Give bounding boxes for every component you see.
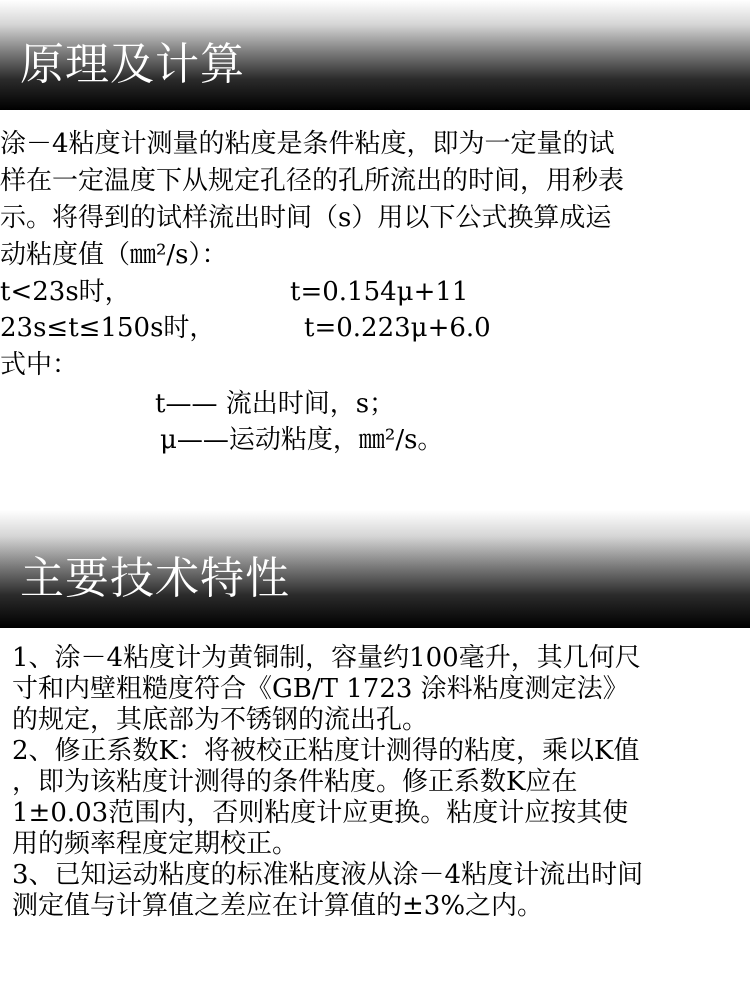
principle-line: 动粘度值（㎜²/s）： [0,240,228,270]
formula-condition-2: 23s≤t≤150s时， [0,313,216,343]
spec-line: ，即为该粘度计测得的条件粘度。修正系数K应在 [12,767,578,797]
section-title-specs: 主要技术特性 [20,553,290,604]
section-header-specs [0,510,750,628]
section-header-principle [0,0,750,110]
principle-line: 示。将得到的试样流出时间（s）用以下公式换算成运 [0,203,612,233]
spec-line: 2、修正系数K：将被校正粘度计测得的粘度，乘以K值 [12,736,640,766]
spec-line: 1、涂－4粘度计为黄铜制，容量约100毫升，其几何尺 [12,643,641,673]
section-title-principle: 原理及计算 [20,39,245,90]
definition-t: t—— 流出时间，s； [155,389,396,419]
principle-line: 涂－4粘度计测量的粘度是条件粘度，即为一定量的试 [0,129,615,159]
formula-equation-2: t=0.223μ+6.0 [304,313,491,343]
specs-body [12,643,750,922]
spec-line: 的规定，其底部为不锈钢的流出孔。 [12,705,429,735]
formula-equation-1: t=0.154μ+11 [290,277,469,307]
principle-line: 样在一定温度下从规定孔径的孔所流出的时间，用秒表 [0,166,625,196]
where-label: 式中： [0,350,79,380]
formula-condition-1: t<23s时， [0,277,131,307]
spec-line: 寸和内壁粗糙度符合《GB/T 1723 涂料粘度测定法》 [12,674,629,704]
spec-line: 测定值与计算值之差应在计算值的±3%之内。 [12,891,544,921]
spec-line: 1±0.03范围内，否则粘度计应更换。粘度计应按其使 [12,798,629,828]
spec-line: 用的频率程度定期校正。 [12,829,299,859]
definition-mu: μ——运动粘度，㎜²/s。 [160,425,444,455]
principle-body [0,126,750,274]
spec-line: 3、已知运动粘度的标准粘度液从涂－4粘度计流出时间 [12,860,644,890]
